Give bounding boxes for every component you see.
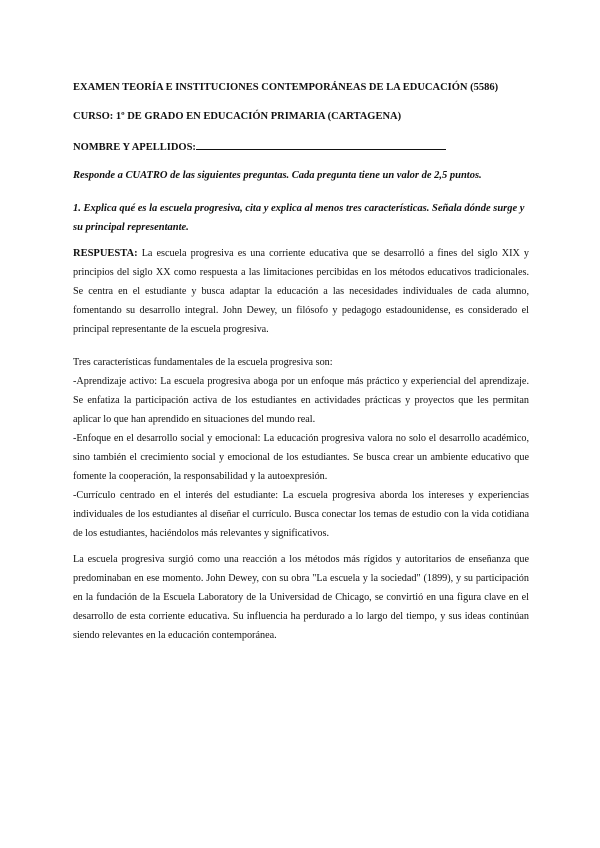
answer-lead: RESPUESTA: bbox=[73, 248, 138, 259]
course-line: CURSO: 1º DE GRADO EN EDUCACIÓN PRIMARIA (CARTAGENA) bbox=[73, 111, 402, 122]
name-line bbox=[73, 140, 533, 153]
characteristics-intro: Tres características fundamentales de la escuela progresiva son: bbox=[73, 357, 333, 368]
question-1: 1. Explica qué es la escuela progresiva, cita y explica al menos tres características. Señala dónde surge y su principal representante. bbox=[73, 203, 525, 233]
characteristic-1: -Aprendizaje activo: La escuela progresiva aboga por un enfoque más práctico y experiencial del aprendizaje. Se enfatiza la participación activa de los estudiantes en actividades prácticas y proyectos que les permitan aplicar lo que han aprendido en situaciones del mundo real. bbox=[73, 376, 529, 425]
exam-title: EXAMEN TEORÍA E INSTITUCIONES CONTEMPORÁNEAS DE LA EDUCACIÓN (5586) bbox=[73, 82, 499, 93]
instructions: Responde a CUATRO de las siguientes preguntas. Cada pregunta tiene un valor de 2,5 puntos. bbox=[73, 170, 482, 181]
answer-intro-text: La escuela progresiva es una corriente educativa que se desarrolló a fines del siglo XIX y principios del siglo XX como respuesta a las limitaciones percibidas en los métodos educativos tradicionales. Se centra en el estudiante y busca adaptar la educación a las necesidades individuales de cada alumno, fomentando su desarrollo integral. John Dewey, un filósofo y pedagogo estadounidense, es considerado el principal representante de la escuela progresiva. bbox=[73, 248, 530, 335]
answer-intro bbox=[73, 244, 529, 339]
name-label: NOMBRE Y APELLIDOS: bbox=[73, 142, 196, 153]
characteristic-2: -Enfoque en el desarrollo social y emocional: La educación progresiva valora no solo el desarrollo académico, sino también el crecimiento social y emocional de los estudiantes. Se busca crear un ambiente educativo que fomente la cooperación, la responsabilidad y la autoexpresión. bbox=[73, 433, 529, 482]
characteristic-3: -Currículo centrado en el interés del estudiante: La escuela progresiva aborda los intereses y experiencias individuales de los estudiantes al diseñar el currículo. Busca conectar los temas de estudio con la vida cotidiana de los estudiantes, haciéndolos más relevantes y significativos. bbox=[73, 490, 529, 539]
origin-paragraph: La escuela progresiva surgió como una reacción a los métodos más rígidos y autoritarios de enseñanza que predominaban en ese momento. John Dewey, con su obra "La escuela y la sociedad" (1899), y su participación en la fundación de la Escuela Laboratory de la Universidad de Chicago, se convirtió en una figura clave en el desarrollo de esta corriente educativa. Su influencia ha perdurado a lo largo del tiempo, y sus ideas continúan siendo relevantes en la educación contemporánea. bbox=[73, 554, 529, 641]
name-blank bbox=[196, 140, 446, 150]
